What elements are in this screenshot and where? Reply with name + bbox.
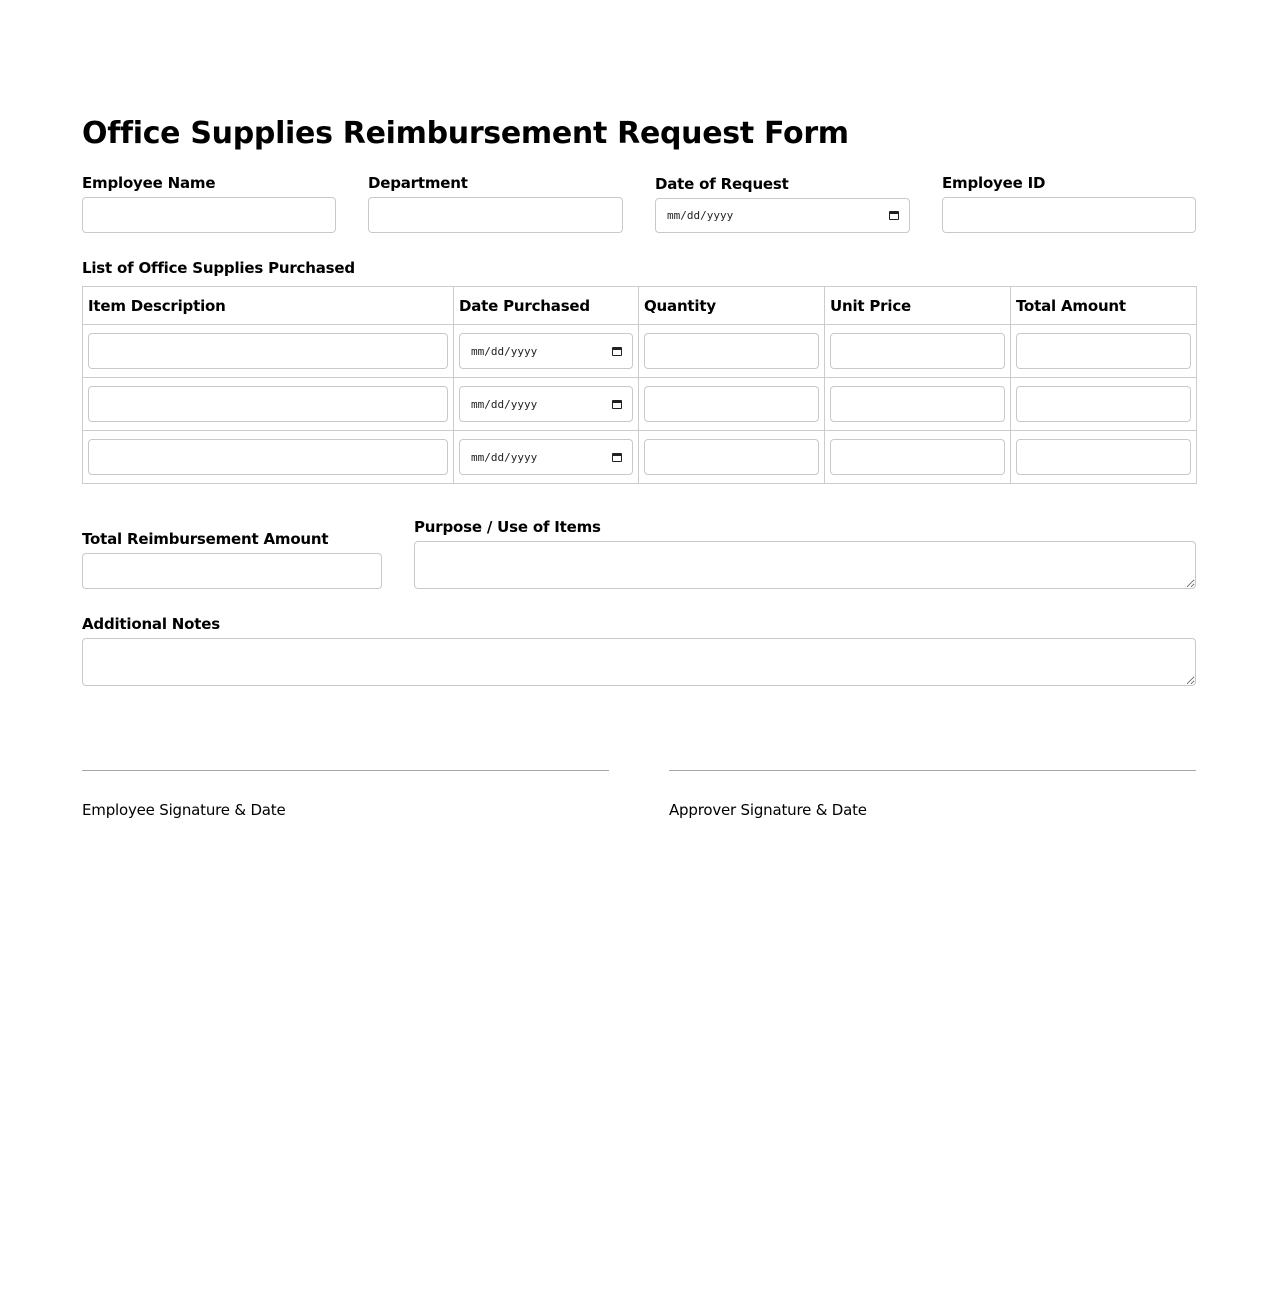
- purpose-textarea[interactable]: [414, 541, 1196, 589]
- calendar-icon[interactable]: [612, 453, 622, 462]
- column-header-quantity: Quantity: [639, 287, 825, 325]
- supplies-table: [82, 286, 1197, 484]
- date-placeholder: mm/dd/yyyy: [471, 344, 538, 358]
- date-purchased-input[interactable]: [459, 439, 633, 475]
- date-placeholder: mm/dd/yyyy: [471, 450, 538, 464]
- date-of-request-label: Date of Request: [655, 175, 789, 193]
- table-header-row: [83, 287, 1197, 325]
- total-reimbursement-input[interactable]: [82, 553, 382, 589]
- date-placeholder: mm/dd/yyyy: [667, 209, 734, 222]
- additional-notes-label: Additional Notes: [82, 615, 220, 633]
- employee-signature-label: Employee Signature & Date: [82, 801, 286, 819]
- total-reimbursement-label: Total Reimbursement Amount: [82, 530, 329, 548]
- date-purchased-input[interactable]: [459, 386, 633, 422]
- item-description-input[interactable]: [88, 439, 448, 475]
- column-header-total-amount: Total Amount: [1011, 287, 1197, 325]
- date-of-request-input[interactable]: [655, 198, 910, 233]
- date-placeholder: mm/dd/yyyy: [471, 397, 538, 411]
- calendar-icon[interactable]: [612, 400, 622, 409]
- table-row: [83, 325, 1197, 378]
- approver-signature-label: Approver Signature & Date: [669, 801, 867, 819]
- calendar-icon[interactable]: [612, 347, 622, 356]
- total-amount-input[interactable]: [1016, 439, 1191, 475]
- employee-id-input[interactable]: [942, 197, 1196, 233]
- employee-signature-line: [82, 770, 609, 771]
- total-amount-input[interactable]: [1016, 386, 1191, 422]
- total-amount-input[interactable]: [1016, 333, 1191, 369]
- department-label: Department: [368, 174, 468, 192]
- department-input[interactable]: [368, 197, 623, 233]
- page-title: Office Supplies Reimbursement Request Form: [82, 116, 849, 151]
- employee-id-label: Employee ID: [942, 174, 1046, 192]
- column-header-unit-price: Unit Price: [825, 287, 1011, 325]
- additional-notes-textarea[interactable]: [82, 638, 1196, 686]
- supplies-section-label: List of Office Supplies Purchased: [82, 259, 355, 277]
- quantity-input[interactable]: [644, 386, 819, 422]
- quantity-input[interactable]: [644, 333, 819, 369]
- table-row: [83, 378, 1197, 431]
- item-description-input[interactable]: [88, 333, 448, 369]
- date-purchased-input[interactable]: [459, 333, 633, 369]
- column-header-date-purchased: Date Purchased: [454, 287, 639, 325]
- unit-price-input[interactable]: [830, 439, 1005, 475]
- employee-name-input[interactable]: [82, 197, 336, 233]
- unit-price-input[interactable]: [830, 386, 1005, 422]
- unit-price-input[interactable]: [830, 333, 1005, 369]
- purpose-label: Purpose / Use of Items: [414, 518, 601, 536]
- table-row: [83, 431, 1197, 484]
- employee-name-label: Employee Name: [82, 174, 216, 192]
- quantity-input[interactable]: [644, 439, 819, 475]
- calendar-icon[interactable]: [889, 211, 899, 220]
- approver-signature-line: [669, 770, 1196, 771]
- item-description-input[interactable]: [88, 386, 448, 422]
- column-header-item-description: Item Description: [83, 287, 454, 325]
